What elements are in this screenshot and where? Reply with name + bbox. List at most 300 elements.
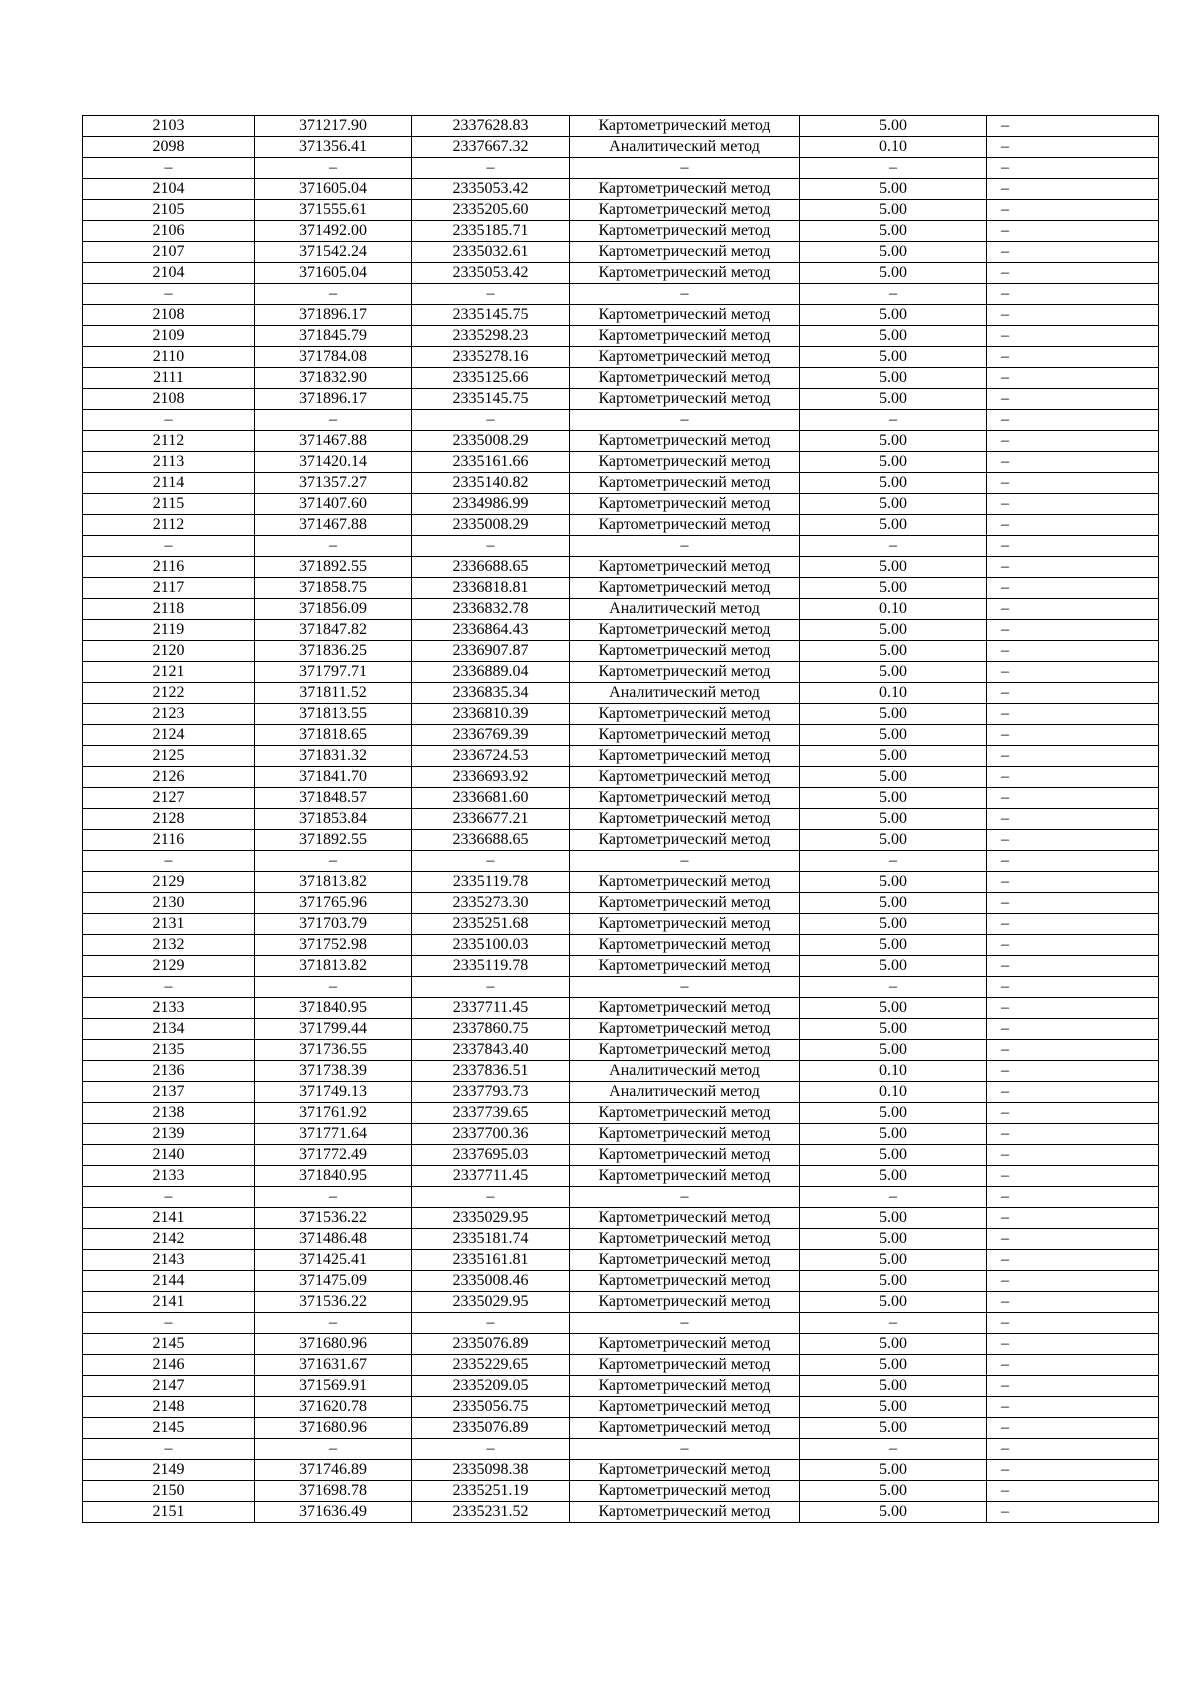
accuracy-cell: 5.00 <box>800 347 987 368</box>
table-row <box>83 368 1159 389</box>
description-cell: – <box>987 746 1159 767</box>
table-row <box>83 914 1159 935</box>
accuracy-cell: 0.10 <box>800 137 987 158</box>
point-number-cell: 2132 <box>83 935 255 956</box>
table-row <box>83 1166 1159 1187</box>
y-coordinate-cell: 2335251.19 <box>412 1481 570 1502</box>
point-number-cell: 2126 <box>83 767 255 788</box>
point-number-cell: 2104 <box>83 263 255 284</box>
table-row <box>83 1250 1159 1271</box>
accuracy-cell: 5.00 <box>800 1145 987 1166</box>
method-cell: Картометрический метод <box>570 662 800 683</box>
accuracy-cell: 5.00 <box>800 326 987 347</box>
description-cell: – <box>987 221 1159 242</box>
point-number-cell: – <box>83 536 255 557</box>
table-row <box>83 158 1159 179</box>
description-cell: – <box>987 998 1159 1019</box>
table-row <box>83 305 1159 326</box>
x-coordinate-cell: 371831.32 <box>255 746 412 767</box>
x-coordinate-cell: 371892.55 <box>255 557 412 578</box>
y-coordinate-cell: 2335145.75 <box>412 305 570 326</box>
description-cell: – <box>987 578 1159 599</box>
x-coordinate-cell: 371736.55 <box>255 1040 412 1061</box>
table-row <box>83 1208 1159 1229</box>
y-coordinate-cell: 2337628.83 <box>412 116 570 137</box>
table-row <box>83 641 1159 662</box>
method-cell: Картометрический метод <box>570 1397 800 1418</box>
description-cell: – <box>987 788 1159 809</box>
method-cell: – <box>570 158 800 179</box>
x-coordinate-cell: 371896.17 <box>255 305 412 326</box>
method-cell: Картометрический метод <box>570 1376 800 1397</box>
accuracy-cell: 5.00 <box>800 1355 987 1376</box>
y-coordinate-cell: 2335008.29 <box>412 431 570 452</box>
y-coordinate-cell: 2335076.89 <box>412 1418 570 1439</box>
accuracy-cell: – <box>800 536 987 557</box>
x-coordinate-cell: 371738.39 <box>255 1061 412 1082</box>
description-cell: – <box>987 1355 1159 1376</box>
point-number-cell: 2125 <box>83 746 255 767</box>
point-number-cell: 2116 <box>83 557 255 578</box>
table-row <box>83 242 1159 263</box>
table-row <box>83 935 1159 956</box>
y-coordinate-cell: 2335008.29 <box>412 515 570 536</box>
description-cell: – <box>987 557 1159 578</box>
description-cell: – <box>987 1502 1159 1523</box>
method-cell: Аналитический метод <box>570 683 800 704</box>
point-number-cell: 2112 <box>83 431 255 452</box>
table-row <box>83 788 1159 809</box>
table-row <box>83 200 1159 221</box>
x-coordinate-cell: 371818.65 <box>255 725 412 746</box>
accuracy-cell: 5.00 <box>800 914 987 935</box>
x-coordinate-cell: 371813.82 <box>255 956 412 977</box>
y-coordinate-cell: 2337711.45 <box>412 998 570 1019</box>
y-coordinate-cell: 2336693.92 <box>412 767 570 788</box>
point-number-cell: 2113 <box>83 452 255 473</box>
y-coordinate-cell: 2337739.65 <box>412 1103 570 1124</box>
method-cell: Картометрический метод <box>570 1502 800 1523</box>
table-row <box>83 557 1159 578</box>
description-cell: – <box>987 977 1159 998</box>
method-cell: Картометрический метод <box>570 389 800 410</box>
x-coordinate-cell: 371746.89 <box>255 1460 412 1481</box>
y-coordinate-cell: 2335205.60 <box>412 200 570 221</box>
point-number-cell: 2149 <box>83 1460 255 1481</box>
description-cell: – <box>987 683 1159 704</box>
point-number-cell: 2145 <box>83 1334 255 1355</box>
method-cell: Картометрический метод <box>570 1460 800 1481</box>
table-row <box>83 452 1159 473</box>
point-number-cell: 2131 <box>83 914 255 935</box>
point-number-cell: 2130 <box>83 893 255 914</box>
table-row <box>83 746 1159 767</box>
point-number-cell: 2151 <box>83 1502 255 1523</box>
description-cell: – <box>987 431 1159 452</box>
method-cell: Картометрический метод <box>570 515 800 536</box>
x-coordinate-cell: 371749.13 <box>255 1082 412 1103</box>
point-number-cell: 2134 <box>83 1019 255 1040</box>
y-coordinate-cell: 2336864.43 <box>412 620 570 641</box>
y-coordinate-cell: 2337711.45 <box>412 1166 570 1187</box>
table-row <box>83 578 1159 599</box>
method-cell: Картометрический метод <box>570 998 800 1019</box>
accuracy-cell: 5.00 <box>800 620 987 641</box>
method-cell: Картометрический метод <box>570 767 800 788</box>
point-number-cell: 2148 <box>83 1397 255 1418</box>
point-number-cell: – <box>83 410 255 431</box>
x-coordinate-cell: 371845.79 <box>255 326 412 347</box>
method-cell: Картометрический метод <box>570 620 800 641</box>
x-coordinate-cell: 371542.24 <box>255 242 412 263</box>
table-row <box>83 1145 1159 1166</box>
description-cell: – <box>987 1040 1159 1061</box>
table-row <box>83 1418 1159 1439</box>
method-cell: Картометрический метод <box>570 1124 800 1145</box>
table-row <box>83 1019 1159 1040</box>
description-cell: – <box>987 1124 1159 1145</box>
accuracy-cell: 5.00 <box>800 221 987 242</box>
table-row <box>83 1187 1159 1208</box>
description-cell: – <box>987 1397 1159 1418</box>
accuracy-cell: 5.00 <box>800 1334 987 1355</box>
method-cell: Аналитический метод <box>570 1061 800 1082</box>
table-row <box>83 473 1159 494</box>
accuracy-cell: – <box>800 284 987 305</box>
method-cell: Картометрический метод <box>570 1481 800 1502</box>
y-coordinate-cell: 2335161.66 <box>412 452 570 473</box>
y-coordinate-cell: 2335273.30 <box>412 893 570 914</box>
accuracy-cell: 5.00 <box>800 998 987 1019</box>
x-coordinate-cell: – <box>255 158 412 179</box>
accuracy-cell: – <box>800 1439 987 1460</box>
table-row <box>83 1292 1159 1313</box>
accuracy-cell: 0.10 <box>800 683 987 704</box>
y-coordinate-cell: 2335119.78 <box>412 872 570 893</box>
method-cell: Картометрический метод <box>570 473 800 494</box>
x-coordinate-cell: 371492.00 <box>255 221 412 242</box>
point-number-cell: 2127 <box>83 788 255 809</box>
x-coordinate-cell: 371799.44 <box>255 1019 412 1040</box>
x-coordinate-cell: 371680.96 <box>255 1418 412 1439</box>
x-coordinate-cell: 371569.91 <box>255 1376 412 1397</box>
description-cell: – <box>987 242 1159 263</box>
point-number-cell: 2133 <box>83 1166 255 1187</box>
method-cell: Картометрический метод <box>570 578 800 599</box>
x-coordinate-cell: 371813.55 <box>255 704 412 725</box>
x-coordinate-cell: 371853.84 <box>255 809 412 830</box>
x-coordinate-cell: 371636.49 <box>255 1502 412 1523</box>
method-cell: Картометрический метод <box>570 1019 800 1040</box>
point-number-cell: 2141 <box>83 1292 255 1313</box>
accuracy-cell: – <box>800 1187 987 1208</box>
point-number-cell: – <box>83 1439 255 1460</box>
table-row <box>83 116 1159 137</box>
point-number-cell: 2129 <box>83 872 255 893</box>
point-number-cell: 2140 <box>83 1145 255 1166</box>
method-cell: Картометрический метод <box>570 305 800 326</box>
x-coordinate-cell: 371620.78 <box>255 1397 412 1418</box>
accuracy-cell: 0.10 <box>800 1082 987 1103</box>
y-coordinate-cell: 2335032.61 <box>412 242 570 263</box>
accuracy-cell: – <box>800 851 987 872</box>
accuracy-cell: 5.00 <box>800 179 987 200</box>
point-number-cell: 2118 <box>83 599 255 620</box>
method-cell: Картометрический метод <box>570 452 800 473</box>
table-row <box>83 977 1159 998</box>
y-coordinate-cell: 2337667.32 <box>412 137 570 158</box>
method-cell: – <box>570 536 800 557</box>
y-coordinate-cell: 2337860.75 <box>412 1019 570 1040</box>
point-number-cell: 2111 <box>83 368 255 389</box>
point-number-cell: – <box>83 1187 255 1208</box>
x-coordinate-cell: – <box>255 851 412 872</box>
y-coordinate-cell: 2337843.40 <box>412 1040 570 1061</box>
accuracy-cell: 5.00 <box>800 788 987 809</box>
accuracy-cell: 5.00 <box>800 1418 987 1439</box>
accuracy-cell: 5.00 <box>800 767 987 788</box>
accuracy-cell: 5.00 <box>800 1040 987 1061</box>
point-number-cell: 2150 <box>83 1481 255 1502</box>
method-cell: Картометрический метод <box>570 557 800 578</box>
table-row <box>83 683 1159 704</box>
point-number-cell: 2107 <box>83 242 255 263</box>
y-coordinate-cell: – <box>412 1313 570 1334</box>
point-number-cell: – <box>83 158 255 179</box>
method-cell: Картометрический метод <box>570 725 800 746</box>
point-number-cell: 2110 <box>83 347 255 368</box>
point-number-cell: 2135 <box>83 1040 255 1061</box>
accuracy-cell: 5.00 <box>800 746 987 767</box>
x-coordinate-cell: – <box>255 284 412 305</box>
point-number-cell: 2121 <box>83 662 255 683</box>
point-number-cell: 2098 <box>83 137 255 158</box>
point-number-cell: 2103 <box>83 116 255 137</box>
table-row <box>83 1040 1159 1061</box>
method-cell: Картометрический метод <box>570 1208 800 1229</box>
point-number-cell: 2117 <box>83 578 255 599</box>
y-coordinate-cell: 2335098.38 <box>412 1460 570 1481</box>
point-number-cell: 2108 <box>83 305 255 326</box>
method-cell: Картометрический метод <box>570 641 800 662</box>
x-coordinate-cell: 371698.78 <box>255 1481 412 1502</box>
x-coordinate-cell: 371631.67 <box>255 1355 412 1376</box>
point-number-cell: 2145 <box>83 1418 255 1439</box>
method-cell: Картометрический метод <box>570 1229 800 1250</box>
table-row <box>83 389 1159 410</box>
x-coordinate-cell: 371356.41 <box>255 137 412 158</box>
table-row <box>83 1313 1159 1334</box>
x-coordinate-cell: 371605.04 <box>255 179 412 200</box>
table-row <box>83 494 1159 515</box>
x-coordinate-cell: – <box>255 1439 412 1460</box>
method-cell: Картометрический метод <box>570 242 800 263</box>
method-cell: Картометрический метод <box>570 1040 800 1061</box>
y-coordinate-cell: – <box>412 977 570 998</box>
point-number-cell: – <box>83 1313 255 1334</box>
y-coordinate-cell: 2334986.99 <box>412 494 570 515</box>
method-cell: Картометрический метод <box>570 347 800 368</box>
point-number-cell: 2119 <box>83 620 255 641</box>
description-cell: – <box>987 305 1159 326</box>
accuracy-cell: 5.00 <box>800 557 987 578</box>
y-coordinate-cell: 2336810.39 <box>412 704 570 725</box>
accuracy-cell: 5.00 <box>800 1460 987 1481</box>
point-number-cell: 2147 <box>83 1376 255 1397</box>
accuracy-cell: 5.00 <box>800 704 987 725</box>
x-coordinate-cell: 371848.57 <box>255 788 412 809</box>
y-coordinate-cell: 2335029.95 <box>412 1208 570 1229</box>
accuracy-cell: 5.00 <box>800 1166 987 1187</box>
description-cell: – <box>987 1166 1159 1187</box>
table-row <box>83 872 1159 893</box>
description-cell: – <box>987 872 1159 893</box>
y-coordinate-cell: 2337695.03 <box>412 1145 570 1166</box>
point-number-cell: 2106 <box>83 221 255 242</box>
accuracy-cell: 5.00 <box>800 494 987 515</box>
method-cell: Картометрический метод <box>570 200 800 221</box>
method-cell: Картометрический метод <box>570 1166 800 1187</box>
description-cell: – <box>987 704 1159 725</box>
y-coordinate-cell: 2336688.65 <box>412 830 570 851</box>
table-row <box>83 179 1159 200</box>
description-cell: – <box>987 935 1159 956</box>
table-row <box>83 662 1159 683</box>
method-cell: – <box>570 1313 800 1334</box>
point-number-cell: 2139 <box>83 1124 255 1145</box>
table-row <box>83 1397 1159 1418</box>
y-coordinate-cell: 2335209.05 <box>412 1376 570 1397</box>
method-cell: Картометрический метод <box>570 809 800 830</box>
y-coordinate-cell: 2335053.42 <box>412 263 570 284</box>
x-coordinate-cell: 371425.41 <box>255 1250 412 1271</box>
y-coordinate-cell: 2336907.87 <box>412 641 570 662</box>
method-cell: Картометрический метод <box>570 1334 800 1355</box>
y-coordinate-cell: 2335161.81 <box>412 1250 570 1271</box>
description-cell: – <box>987 1061 1159 1082</box>
method-cell: – <box>570 1187 800 1208</box>
y-coordinate-cell: 2337700.36 <box>412 1124 570 1145</box>
table-row <box>83 599 1159 620</box>
accuracy-cell: 5.00 <box>800 431 987 452</box>
y-coordinate-cell: 2336889.04 <box>412 662 570 683</box>
accuracy-cell: 5.00 <box>800 1502 987 1523</box>
x-coordinate-cell: 371892.55 <box>255 830 412 851</box>
x-coordinate-cell: 371811.52 <box>255 683 412 704</box>
description-cell: – <box>987 1292 1159 1313</box>
x-coordinate-cell: 371752.98 <box>255 935 412 956</box>
x-coordinate-cell: 371813.82 <box>255 872 412 893</box>
accuracy-cell: 5.00 <box>800 809 987 830</box>
description-cell: – <box>987 389 1159 410</box>
accuracy-cell: 5.00 <box>800 1229 987 1250</box>
y-coordinate-cell: 2336818.81 <box>412 578 570 599</box>
description-cell: – <box>987 1313 1159 1334</box>
point-number-cell: 2120 <box>83 641 255 662</box>
description-cell: – <box>987 536 1159 557</box>
x-coordinate-cell: 371896.17 <box>255 389 412 410</box>
accuracy-cell: 5.00 <box>800 1376 987 1397</box>
x-coordinate-cell: 371536.22 <box>255 1208 412 1229</box>
description-cell: – <box>987 725 1159 746</box>
y-coordinate-cell: 2336832.78 <box>412 599 570 620</box>
point-number-cell: 2114 <box>83 473 255 494</box>
description-cell: – <box>987 662 1159 683</box>
description-cell: – <box>987 1103 1159 1124</box>
y-coordinate-cell: 2335140.82 <box>412 473 570 494</box>
y-coordinate-cell: – <box>412 158 570 179</box>
accuracy-cell: 5.00 <box>800 1397 987 1418</box>
description-cell: – <box>987 158 1159 179</box>
accuracy-cell: 5.00 <box>800 1292 987 1313</box>
table-row <box>83 704 1159 725</box>
y-coordinate-cell: 2335298.23 <box>412 326 570 347</box>
y-coordinate-cell: 2335125.66 <box>412 368 570 389</box>
y-coordinate-cell: 2335100.03 <box>412 935 570 956</box>
description-cell: – <box>987 851 1159 872</box>
method-cell: Картометрический метод <box>570 1418 800 1439</box>
description-cell: – <box>987 515 1159 536</box>
method-cell: – <box>570 1439 800 1460</box>
description-cell: – <box>987 200 1159 221</box>
table-row <box>83 284 1159 305</box>
y-coordinate-cell: 2335185.71 <box>412 221 570 242</box>
y-coordinate-cell: 2336677.21 <box>412 809 570 830</box>
accuracy-cell: 5.00 <box>800 515 987 536</box>
y-coordinate-cell: 2335251.68 <box>412 914 570 935</box>
coordinates-table-body <box>83 116 1159 1523</box>
method-cell: Картометрический метод <box>570 116 800 137</box>
x-coordinate-cell: 371841.70 <box>255 767 412 788</box>
description-cell: – <box>987 263 1159 284</box>
x-coordinate-cell: 371605.04 <box>255 263 412 284</box>
accuracy-cell: 5.00 <box>800 956 987 977</box>
accuracy-cell: 5.00 <box>800 662 987 683</box>
description-cell: – <box>987 1460 1159 1481</box>
method-cell: Картометрический метод <box>570 263 800 284</box>
y-coordinate-cell: 2336724.53 <box>412 746 570 767</box>
description-cell: – <box>987 893 1159 914</box>
x-coordinate-cell: 371858.75 <box>255 578 412 599</box>
x-coordinate-cell: 371856.09 <box>255 599 412 620</box>
table-row <box>83 1082 1159 1103</box>
table-row <box>83 1439 1159 1460</box>
y-coordinate-cell: 2335229.65 <box>412 1355 570 1376</box>
coordinates-table <box>82 115 1159 1523</box>
table-row <box>83 767 1159 788</box>
point-number-cell: 2137 <box>83 1082 255 1103</box>
x-coordinate-cell: 371420.14 <box>255 452 412 473</box>
accuracy-cell: 5.00 <box>800 1271 987 1292</box>
method-cell: Аналитический метод <box>570 137 800 158</box>
table-row <box>83 893 1159 914</box>
method-cell: Картометрический метод <box>570 704 800 725</box>
table-row <box>83 1229 1159 1250</box>
method-cell: Картометрический метод <box>570 1145 800 1166</box>
method-cell: Картометрический метод <box>570 872 800 893</box>
point-number-cell: 2115 <box>83 494 255 515</box>
description-cell: – <box>987 1229 1159 1250</box>
description-cell: – <box>987 1145 1159 1166</box>
description-cell: – <box>987 1082 1159 1103</box>
description-cell: – <box>987 473 1159 494</box>
table-row <box>83 1460 1159 1481</box>
table-row <box>83 998 1159 1019</box>
point-number-cell: 2136 <box>83 1061 255 1082</box>
description-cell: – <box>987 620 1159 641</box>
accuracy-cell: 0.10 <box>800 1061 987 1082</box>
description-cell: – <box>987 641 1159 662</box>
